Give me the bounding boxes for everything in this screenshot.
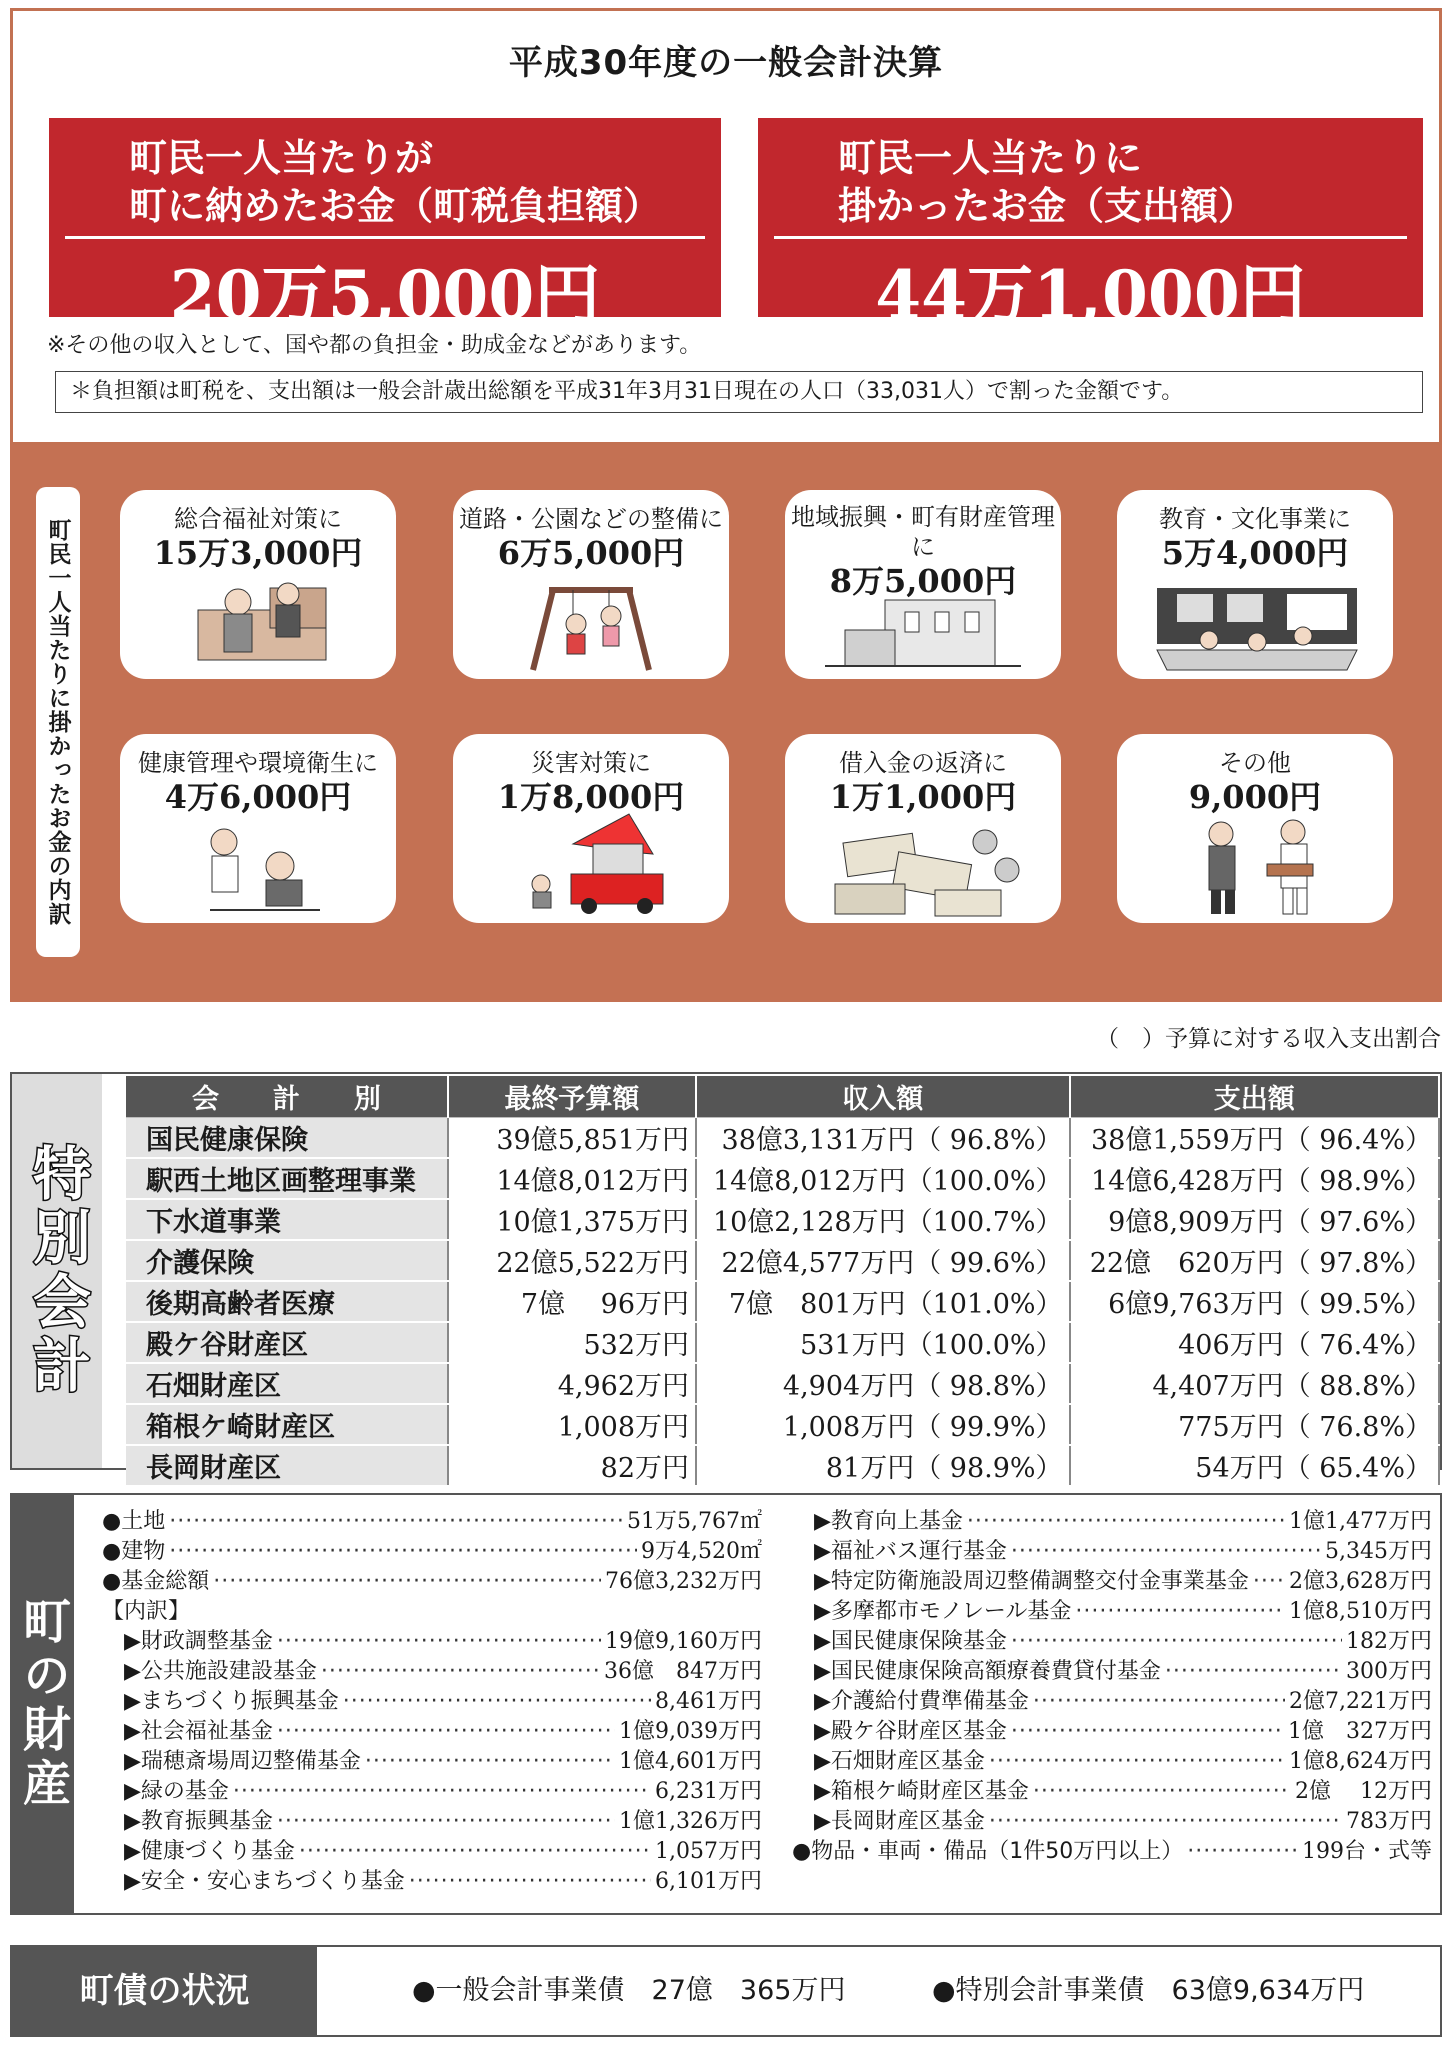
asset-row — [102, 1507, 762, 1537]
expense-cell: 14億6,428万円（ 98.9%） — [1070, 1158, 1439, 1199]
page-title: 平成30年度の一般会計決算 — [508, 43, 944, 83]
asset-value: 1億1,326万円 — [619, 1809, 762, 1834]
table-row — [126, 1322, 1439, 1363]
town-debt-label: 町債の状況 — [12, 1947, 317, 2035]
leader-dots — [1253, 1567, 1285, 1597]
leader-dots — [1011, 1717, 1284, 1747]
special-accounts-label — [12, 1074, 102, 1468]
breakdown-amount: 4万6,000円 — [164, 778, 352, 816]
revenue-cell: 81万円（ 98.9%） — [696, 1445, 1070, 1486]
table-row — [126, 1240, 1439, 1281]
per-capita-tax-label-1: 町民一人当たりが — [129, 136, 434, 180]
asset-value: 1億1,477万円 — [1289, 1509, 1432, 1534]
asset-value: 9万4,520㎡ — [641, 1539, 762, 1564]
breakdown-card-loan-repayment — [785, 734, 1061, 923]
asset-label: ▶まちづくり振興基金 — [102, 1689, 339, 1714]
account-name: 長岡財産区 — [126, 1445, 448, 1486]
asset-value: 8,461万円 — [655, 1689, 762, 1714]
breakdown-card-regional-promotion — [785, 490, 1061, 679]
asset-row — [102, 1537, 762, 1567]
asset-value: 783万円 — [1346, 1809, 1432, 1834]
table-row — [126, 1118, 1439, 1159]
revenue-cell: 14億8,012万円（100.0%） — [696, 1158, 1070, 1199]
budget-cell: 532万円 — [448, 1322, 696, 1363]
expense-cell: 22億 620万円（ 97.8%） — [1070, 1240, 1439, 1281]
revenue-cell: 7億 801万円（101.0%） — [696, 1281, 1070, 1322]
asset-label: ▶国民健康保険基金 — [792, 1629, 1007, 1654]
breakdown-amount: 6万5,000円 — [497, 534, 685, 572]
asset-row — [792, 1657, 1432, 1687]
revenue-cell: 4,904万円（ 98.8%） — [696, 1363, 1070, 1404]
asset-row — [102, 1627, 762, 1657]
account-name: 駅西土地区画整理事業 — [126, 1158, 448, 1199]
per-capita-spending-label-2: 掛かったお金（支出額） — [838, 184, 1257, 228]
asset-row — [102, 1567, 762, 1597]
budget-cell: 14億8,012万円 — [448, 1158, 696, 1199]
asset-value: 5,345万円 — [1325, 1539, 1432, 1564]
budget-cell: 82万円 — [448, 1445, 696, 1486]
expense-cell: 406万円（ 76.4%） — [1070, 1322, 1439, 1363]
breakdown-label: その他 — [1219, 749, 1291, 777]
revenue-cell: 38億3,131万円（ 96.8%） — [696, 1118, 1070, 1159]
leader-dots — [169, 1537, 637, 1567]
asset-label: ●物品・車両・備品（1件50万円以上） — [792, 1839, 1184, 1864]
leader-dots — [989, 1807, 1342, 1837]
asset-label: ▶国民健康保険高額療養費貸付基金 — [792, 1659, 1161, 1684]
per-capita-tax-amount: 20万5,000円 — [169, 256, 601, 334]
special-accounts-table — [126, 1076, 1440, 1487]
public-building-icon — [785, 490, 1061, 679]
asset-row — [792, 1567, 1432, 1597]
asset-value: 1億4,601万円 — [619, 1749, 762, 1774]
asset-value: 6,231万円 — [655, 1779, 762, 1804]
table-row — [126, 1404, 1439, 1445]
revenue-cell: 531万円（100.0%） — [696, 1322, 1070, 1363]
asset-value: 1億8,510万円 — [1289, 1599, 1432, 1624]
expense-cell: 6億9,763万円（ 99.5%） — [1070, 1281, 1439, 1322]
breakdown-card-roads-parks — [453, 490, 729, 679]
asset-row — [792, 1837, 1432, 1867]
asset-row — [792, 1687, 1432, 1717]
asset-label: ▶特定防衛施設周辺整備調整交付金事業基金 — [792, 1569, 1249, 1594]
asset-value: 300万円 — [1346, 1659, 1432, 1684]
asset-value: 6,101万円 — [655, 1869, 762, 1894]
breakdown-card-education — [1117, 490, 1393, 679]
spending-breakdown — [10, 445, 1442, 1002]
account-name: 石畑財産区 — [126, 1363, 448, 1404]
breakdown-label: 災害対策に — [531, 749, 651, 777]
table-row — [126, 1363, 1439, 1404]
asset-row — [102, 1867, 762, 1897]
ratio-note: （ ）予算に対する収入支出割合 — [1096, 1026, 1441, 1052]
breakdown-card-welfare — [120, 490, 396, 679]
asset-row — [792, 1807, 1432, 1837]
breakdown-card-health — [120, 734, 396, 923]
breakdown-amount: 9,000円 — [1188, 778, 1322, 816]
asset-label: 【内訳】 — [102, 1599, 191, 1624]
asset-row — [102, 1657, 762, 1687]
asset-value: 1億 327万円 — [1288, 1719, 1432, 1744]
breakdown-label: 借入金の返済に — [839, 749, 1007, 777]
special-accounts-section — [10, 1072, 1442, 1484]
asset-row — [792, 1597, 1432, 1627]
asset-label: ●土地 — [102, 1509, 166, 1534]
asset-label: ▶健康づくり基金 — [102, 1839, 295, 1864]
budget-cell: 39億5,851万円 — [448, 1118, 696, 1159]
breakdown-amount: 1万1,000円 — [829, 778, 1017, 816]
asset-label: ▶安全・安心まちづくり基金 — [102, 1869, 405, 1894]
asset-label: ▶殿ケ谷財産区基金 — [792, 1719, 1007, 1744]
asset-label: ▶教育向上基金 — [792, 1509, 963, 1534]
health-checkup-icon — [120, 734, 396, 923]
per-capita-tax-label-2: 町に納めたお金（町税負担額） — [129, 184, 662, 228]
breakdown-amount: 5万4,000円 — [1161, 534, 1349, 572]
general-account-summary — [10, 8, 1442, 445]
breakdown-card-disaster — [453, 734, 729, 923]
leader-dots — [299, 1837, 651, 1867]
asset-row — [792, 1537, 1432, 1567]
leader-dots — [1165, 1657, 1342, 1687]
asset-row — [102, 1597, 762, 1627]
account-name: 下水道事業 — [126, 1199, 448, 1240]
asset-label: ▶介護給付費準備基金 — [792, 1689, 1029, 1714]
special-account-debt: ●特別会計事業債 63億9,634万円 — [932, 1975, 1365, 2006]
table-header — [126, 1076, 1439, 1118]
per-capita-tax-box — [49, 118, 721, 334]
asset-value: 1億8,624万円 — [1289, 1749, 1432, 1774]
asset-value: 2億3,628万円 — [1289, 1569, 1432, 1594]
asset-value: 182万円 — [1346, 1629, 1432, 1654]
asset-row — [102, 1837, 762, 1867]
asset-label: ●建物 — [102, 1539, 166, 1564]
leader-dots — [1011, 1627, 1342, 1657]
asset-value: 2億 12万円 — [1295, 1779, 1432, 1804]
asset-label: ●基金総額 — [102, 1569, 210, 1594]
asset-label: ▶教育振興基金 — [102, 1809, 273, 1834]
fire-truck-icon — [453, 734, 729, 923]
leader-dots — [277, 1627, 601, 1657]
asset-value: 1,057万円 — [655, 1839, 762, 1864]
revenue-cell: 1,008万円（ 99.9%） — [696, 1404, 1070, 1445]
asset-label: ▶箱根ケ崎財産区基金 — [792, 1779, 1029, 1804]
divider — [65, 236, 705, 239]
table-row — [126, 1158, 1439, 1199]
expense-cell: 4,407万円（ 88.8%） — [1070, 1363, 1439, 1404]
calculation-basis-note: ＊負担額は町税を、支出額は一般会計歳出総額を平成31年3月31日現在の人口（33,031人）で割った金額です。 — [55, 371, 1423, 413]
breakdown-card-other — [1117, 734, 1393, 923]
budget-cell: 7億 96万円 — [448, 1281, 696, 1322]
breakdown-amount: 8万5,000円 — [829, 562, 1017, 600]
classroom-icon — [1117, 490, 1393, 679]
col-expense: 支出額 — [1070, 1076, 1439, 1118]
asset-row — [792, 1777, 1432, 1807]
asset-label: ▶財政調整基金 — [102, 1629, 273, 1654]
asset-row — [792, 1717, 1432, 1747]
asset-row — [792, 1627, 1432, 1657]
asset-value: 199台・式等 — [1302, 1839, 1432, 1864]
col-budget: 最終予算額 — [448, 1076, 696, 1118]
expense-cell: 775万円（ 76.8%） — [1070, 1404, 1439, 1445]
money-icon — [785, 734, 1061, 923]
table-row — [126, 1445, 1439, 1486]
leader-dots — [989, 1747, 1285, 1777]
account-name: 国民健康保険 — [126, 1118, 448, 1159]
workers-icon — [1117, 734, 1393, 923]
leader-dots — [365, 1747, 615, 1777]
breakdown-amount: 15万3,000円 — [153, 534, 363, 572]
account-name: 殿ケ谷財産区 — [126, 1322, 448, 1363]
welfare-care-icon — [120, 490, 396, 679]
asset-value: 19億9,160万円 — [605, 1629, 762, 1654]
breakdown-label: 健康管理や環境衛生に — [138, 749, 378, 777]
leader-dots — [321, 1657, 600, 1687]
leader-dots — [1033, 1687, 1285, 1717]
per-capita-spending-label-1: 町民一人当たりに — [838, 136, 1143, 180]
assets-left-column — [102, 1507, 762, 1897]
leader-dots — [409, 1867, 651, 1897]
col-account: 会 計 別 — [126, 1076, 448, 1118]
special-accounts-label-text: 特別会計 — [23, 1143, 91, 1399]
asset-label: ▶公共施設建設基金 — [102, 1659, 317, 1684]
asset-label: ▶多摩都市モノレール基金 — [792, 1599, 1072, 1624]
account-name: 箱根ケ崎財産区 — [126, 1404, 448, 1445]
expense-cell: 54万円（ 65.4%） — [1070, 1445, 1439, 1486]
expense-cell: 9億8,909万円（ 97.6%） — [1070, 1199, 1439, 1240]
expense-cell: 38億1,559万円（ 96.4%） — [1070, 1118, 1439, 1159]
per-capita-spending-box — [758, 118, 1423, 334]
revenue-cell: 10億2,128万円（100.7%） — [696, 1199, 1070, 1240]
breakdown-label: 教育・文化事業に — [1159, 505, 1351, 533]
leader-dots — [277, 1717, 615, 1747]
leader-dots — [213, 1567, 601, 1597]
leader-dots — [1033, 1777, 1291, 1807]
leader-dots — [169, 1507, 623, 1537]
table-row — [126, 1199, 1439, 1240]
asset-label: ▶福祉バス運行基金 — [792, 1539, 1007, 1564]
other-income-note: ※その他の収入として、国や都の負担金・助成金などがあります。 — [47, 333, 702, 358]
asset-label: ▶長岡財産区基金 — [792, 1809, 985, 1834]
col-revenue: 収入額 — [696, 1076, 1070, 1118]
table-row — [126, 1281, 1439, 1322]
breakdown-label: 地域振興・町有財産管理に — [791, 503, 1055, 561]
breakdown-label: 総合福祉対策に — [174, 505, 342, 533]
park-swing-icon — [453, 490, 729, 679]
leader-dots — [1011, 1537, 1321, 1567]
general-account-debt: ●一般会計事業債 27億 365万円 — [412, 1975, 846, 2006]
asset-row — [792, 1507, 1432, 1537]
breakdown-label: 道路・公園などの整備に — [459, 505, 723, 533]
asset-label: ▶緑の基金 — [102, 1779, 229, 1804]
leader-dots — [277, 1807, 615, 1837]
leader-dots — [1075, 1597, 1285, 1627]
town-assets-label — [12, 1495, 74, 1913]
asset-row — [102, 1717, 762, 1747]
breakdown-amount: 1万8,000円 — [497, 778, 685, 816]
breakdown-vertical-label: 町民一人当たりに掛かったお金の内訳 — [36, 487, 80, 957]
budget-cell: 22億5,522万円 — [448, 1240, 696, 1281]
asset-value: 2億7,221万円 — [1289, 1689, 1432, 1714]
budget-cell: 10億1,375万円 — [448, 1199, 696, 1240]
leader-dots — [343, 1687, 651, 1717]
asset-row — [102, 1777, 762, 1807]
asset-value: 1億9,039万円 — [619, 1719, 762, 1744]
asset-value: 36億 847万円 — [604, 1659, 762, 1684]
town-assets-section — [10, 1493, 1442, 1915]
divider — [774, 236, 1407, 239]
asset-row — [102, 1687, 762, 1717]
leader-dots — [233, 1777, 651, 1807]
budget-cell: 1,008万円 — [448, 1404, 696, 1445]
assets-right-column — [792, 1507, 1432, 1867]
leader-dots — [1187, 1837, 1298, 1867]
leader-dots — [967, 1507, 1285, 1537]
account-name: 介護保険 — [126, 1240, 448, 1281]
town-assets-label-text: 町の財産 — [14, 1596, 71, 1812]
asset-label: ▶瑞穂斎場周辺整備基金 — [102, 1749, 361, 1774]
revenue-cell: 22億4,577万円（ 99.6%） — [696, 1240, 1070, 1281]
asset-row — [102, 1807, 762, 1837]
asset-value: 51万5,767㎡ — [627, 1509, 762, 1534]
asset-value: 76億3,232万円 — [605, 1569, 762, 1594]
budget-cell: 4,962万円 — [448, 1363, 696, 1404]
asset-row — [792, 1747, 1432, 1777]
asset-row — [102, 1747, 762, 1777]
account-name: 後期高齢者医療 — [126, 1281, 448, 1322]
asset-label: ▶石畑財産区基金 — [792, 1749, 985, 1774]
per-capita-spending-amount: 44万1,000円 — [875, 256, 1306, 334]
town-debt-section — [10, 1945, 1442, 2037]
asset-label: ▶社会福祉基金 — [102, 1719, 273, 1744]
